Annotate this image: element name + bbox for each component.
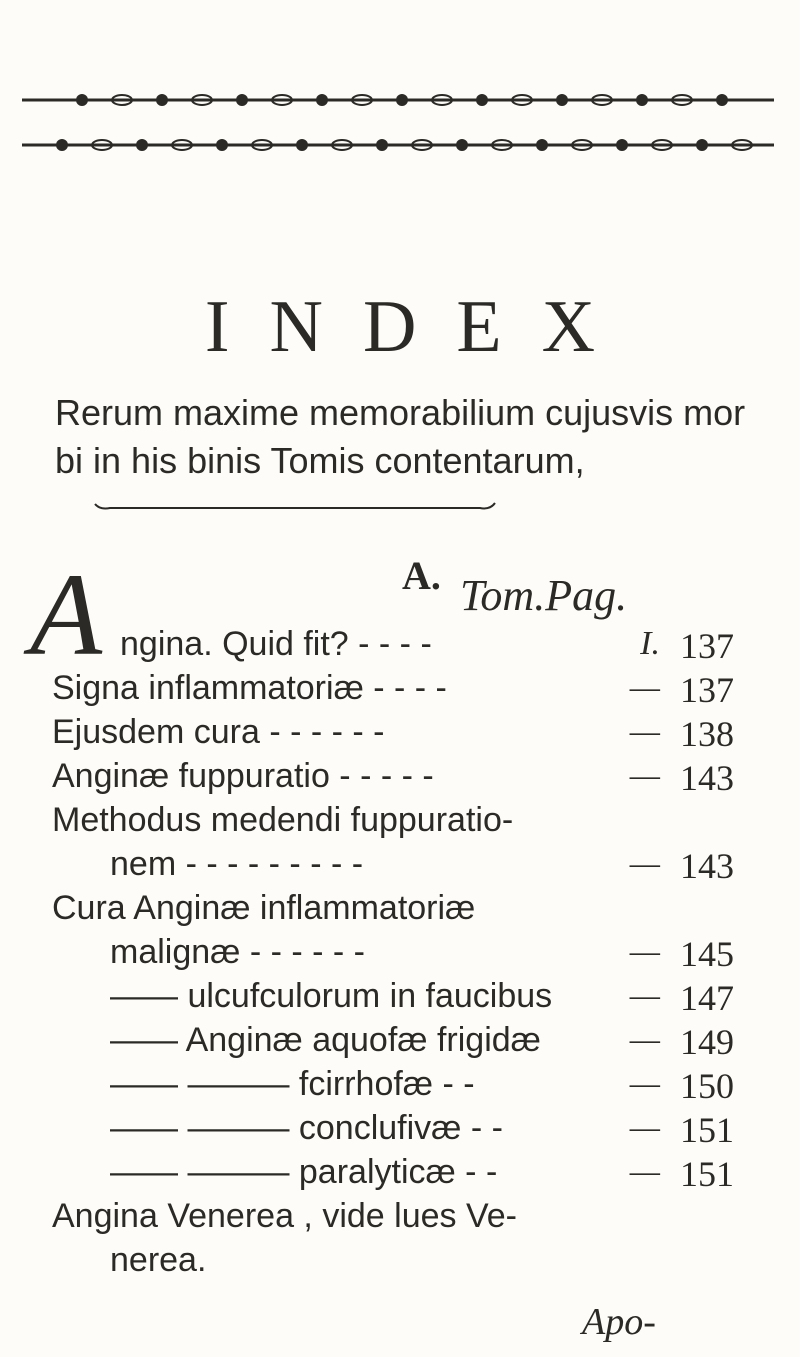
entry-page: 151 [680,1154,734,1194]
entry-page: 137 [680,670,734,710]
subtitle-line-1: Rerum maxime memorabilium cujusvis mor [55,392,746,433]
entry-text: Anginæ fuppuratio - - - - - [52,757,434,795]
entry-tome: — [629,757,660,794]
entry-text: —— Anginæ aquofæ frigidæ [110,1021,541,1059]
entry-text: Angina Venerea , vide lues Ve- [52,1197,517,1235]
entry-tome: — [629,845,660,882]
entry-page: 147 [680,978,734,1018]
entry-tome: — [629,977,660,1014]
entry-tome: — [629,1065,660,1102]
entry-text: ngina. Quid fit? - - - - [120,625,432,663]
index-entry [0,1197,800,1243]
index-entry [0,1065,800,1111]
entry-page: 138 [680,714,734,754]
entry-tome: — [629,1109,660,1146]
entry-tome: — [629,933,660,970]
entry-text: Cura Anginæ inflammatoriæ [52,889,476,927]
entry-page: 143 [680,758,734,798]
entry-text: nem - - - - - - - - - [110,845,364,883]
entry-page: 151 [680,1110,734,1150]
index-entry [0,713,800,759]
catchword: Apo- [582,1301,656,1343]
index-entry [0,801,800,847]
index-entry [0,1021,800,1067]
index-entry [0,933,800,979]
entry-tome: — [629,1153,660,1190]
entry-tome: — [629,669,660,706]
subtitle-line-2: bi in his binis Tomis contentarum, [55,440,585,481]
index-entry [0,977,800,1023]
column-header: Tom.Pag. [460,571,628,620]
entry-page: 150 [680,1066,734,1106]
drop-initial: A [30,549,103,680]
index-entry [0,845,800,891]
index-entry [0,1153,800,1199]
index-title: INDEX [204,286,636,368]
entry-text: nerea. [110,1241,207,1279]
entry-page: 149 [680,1022,734,1062]
entry-text: —— ——— paralyticæ - - [110,1153,498,1191]
index-entry [0,1109,800,1155]
entry-text: —— ——— conclufivæ - - [110,1109,503,1147]
entry-tome: — [629,1021,660,1058]
entry-page: 143 [680,846,734,886]
entry-text: Ejusdem cura - - - - - - [52,713,385,751]
entry-tome: I. [640,625,660,662]
entry-text: —— ulcufculorum in faucibus [110,977,553,1015]
top-ornament-border [22,80,774,120]
decorative-rule [90,500,500,512]
index-entry [0,625,800,671]
entry-text: —— ——— fcirrhofæ - - [110,1065,475,1103]
entry-text: Methodus medendi fuppuratio- [52,801,514,839]
section-letter: A. [402,553,441,598]
entry-tome: — [629,713,660,750]
entry-text: Signa inflammatoriæ - - - - [52,669,447,707]
entry-text: malignæ - - - - - - [110,933,365,971]
index-entry [0,1241,800,1287]
index-entry [0,669,800,715]
entry-page: 145 [680,934,734,974]
entry-page: 137 [680,626,734,666]
index-entry [0,757,800,803]
bottom-ornament-border [22,125,774,165]
index-entry [0,889,800,935]
